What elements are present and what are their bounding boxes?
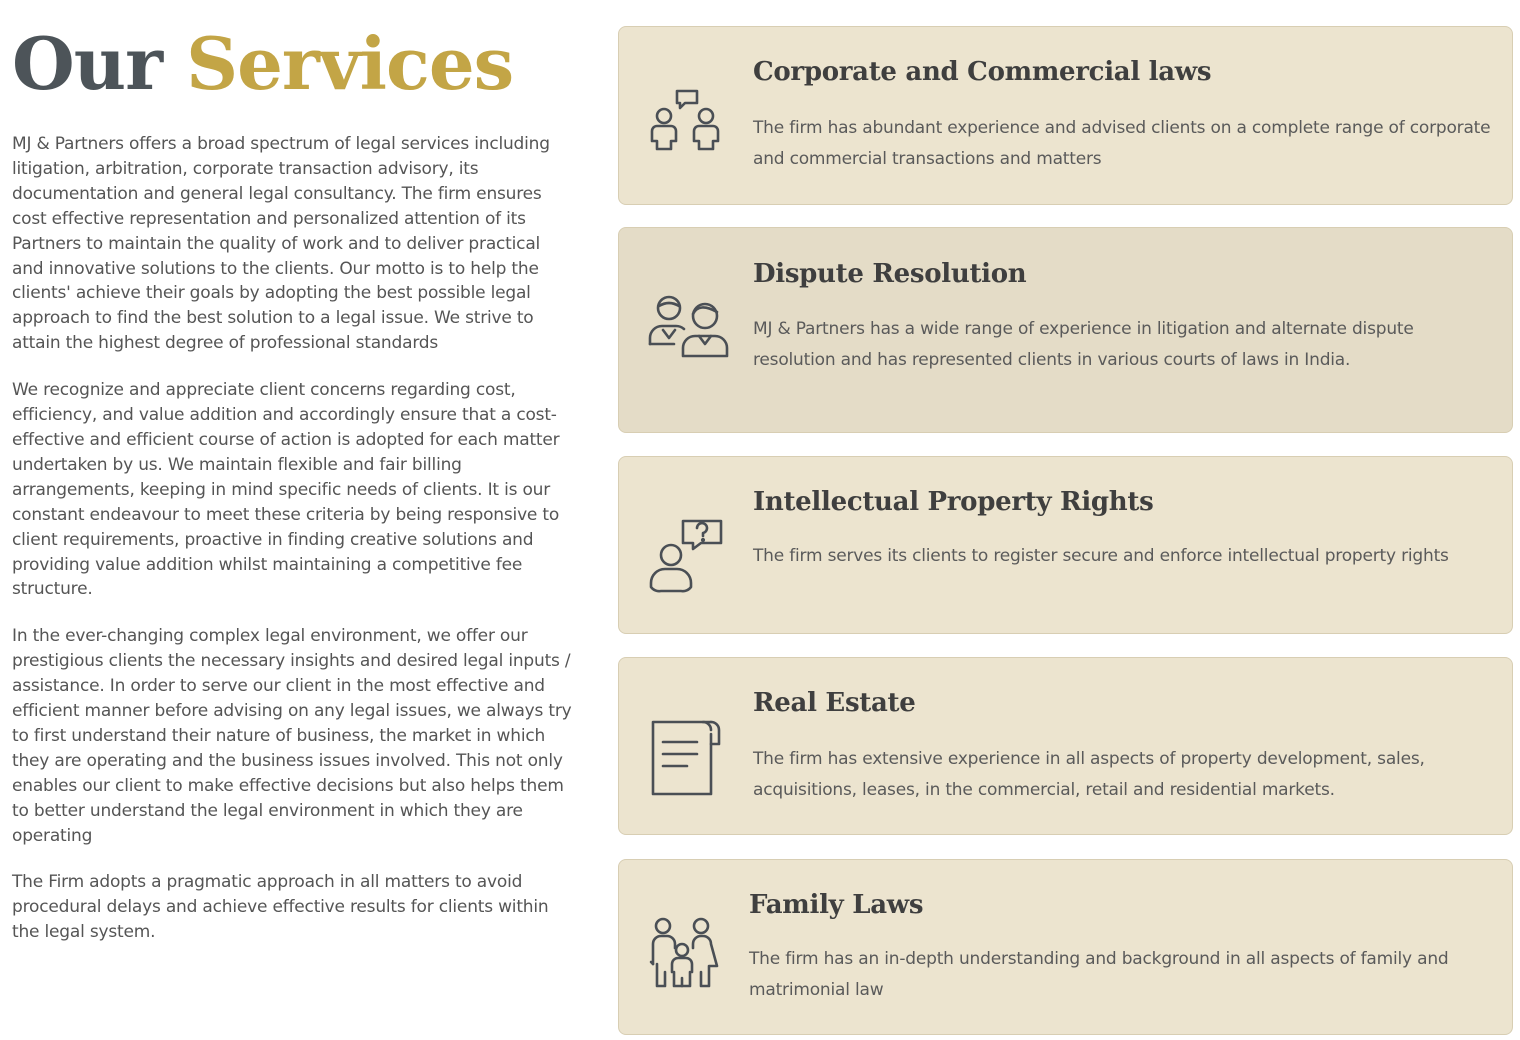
service-description: The firm serves its clients to register secure and enforce intellectual property rights [753,546,1449,566]
intro-paragraph: In the ever-changing complex legal environment, we offer our prestigious clients the necessary insights and desired legal inputs / assistance. In order to serve our client in the most effective and efficient manner before advising on any legal issues, we always try to first understand their nature of business, the market in which they are operating and the business issues involved. This not only enables our client to make effective decisions but also helps them to better understand the legal environment in which they are operating [12,626,572,846]
service-description: The firm has abundant experience and advised clients on a complete range of corporate and commercial transactions and matters [753,118,1491,169]
two-persons-icon [645,286,729,370]
document-scroll-icon [645,716,729,800]
title-word-our: Our [12,21,162,106]
service-card-dispute[interactable] [618,227,1513,433]
service-card-family[interactable] [618,859,1513,1035]
service-description: The firm has extensive experience in all aspects of property development, sales, acquisitions, leases, in the commercial, retail and residential markets. [753,749,1425,800]
page-title [12,22,572,106]
title-word-services: Services [186,21,514,106]
intro-paragraph: The Firm adopts a pragmatic approach in all matters to avoid procedural delays and achieve effective results for clients within the legal system. [12,872,549,943]
family-icon [645,912,729,996]
service-title: Dispute Resolution [753,259,1027,289]
person-question-icon [645,515,729,599]
service-card-corporate[interactable] [618,26,1513,205]
service-title: Family Laws [749,890,924,920]
intro-section [12,22,572,945]
service-title: Real Estate [753,688,916,718]
service-title: Intellectual Property Rights [753,487,1154,517]
service-card-ipr[interactable] [618,456,1513,634]
intro-paragraph: MJ & Partners offers a broad spectrum of legal services including litigation, arbitration, corporate transaction advisory, its documentation and general legal consultancy. The firm ensures cost effective representation and personalized attention of its Partners to maintain the quality of work and to deliver practical and innovative solutions to the clients. Our motto is to help the clients' achieve their goals by adopting the best possible legal approach to find the best solution to a legal issue. We strive to attain the highest degree of professional standards [12,134,550,354]
service-card-real-estate[interactable] [618,657,1513,835]
service-description: The firm has an in-depth understanding and background in all aspects of family and matrimonial law [749,949,1449,1000]
intro-paragraph: We recognize and appreciate client concerns regarding cost, efficiency, and value addition and accordingly ensure that a cost- effective and efficient course of action is adopted for each matter undertaken by us. We maintain flexible and fair billing arrangements, keeping in mind specific needs of clients. It is our constant endeavour to meet these criteria by being responsive to client requirements, proactive in finding creative solutions and providing value addition whilst maintaining a competitive fee structure. [12,380,560,600]
service-description: MJ & Partners has a wide range of experience in litigation and alternate dispute resolution and has represented clients in various courts of laws in India. [753,319,1414,370]
service-title: Corporate and Commercial laws [753,57,1212,87]
people-chat-icon [645,79,729,163]
